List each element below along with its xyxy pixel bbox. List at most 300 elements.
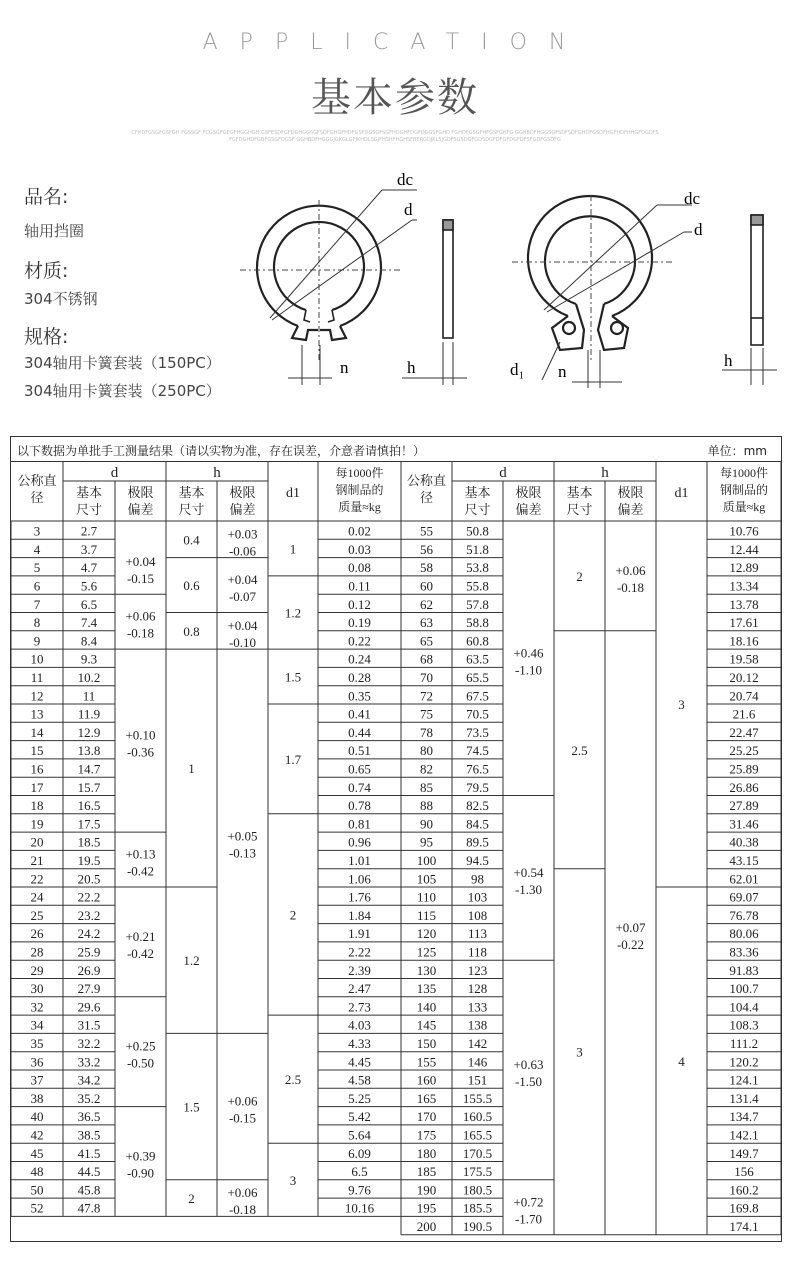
cell-d-basic: 27.9 [77,981,101,997]
header-basic: 基本 [75,485,103,500]
cell-weight: 6.5 [351,1164,368,1180]
cell-d-basic: 44.5 [77,1164,101,1180]
side-view-a [443,220,453,338]
cell-h-tolerance: -0.10 [228,634,257,650]
cell-d-basic: 170.5 [462,1145,493,1161]
cell-d-basic: 36.5 [77,1109,101,1125]
header-nominal: 径 [419,490,434,505]
cell-d-basic: 7.4 [80,615,98,631]
table-note-row [11,437,781,462]
cell-h-tolerance: -0.06 [228,543,257,559]
cell-weight: 1.06 [348,871,371,887]
cell-nominal: 135 [416,981,437,997]
header-basic: 尺寸 [75,502,103,517]
cell-d-basic: 33.2 [77,1054,101,1070]
cell-weight: 0.51 [348,743,371,759]
cell-d-tolerance: +0.04 [125,553,156,569]
cell-nominal: 170 [416,1109,437,1125]
cell-nominal: 110 [416,889,437,905]
parameter-table [10,436,782,1242]
info-spec-2: 304轴用卡簧套装（250PC） [24,382,221,400]
cell-nominal: 25 [30,907,44,923]
cell-nominal: 150 [416,1036,437,1052]
cell-d-tolerance: -0.18 [126,625,155,641]
cell-weight: 142.1 [729,1127,759,1143]
cell-nominal: 19 [30,816,44,832]
cell-weight: 1.84 [348,907,371,923]
cell-weight: 31.46 [729,816,759,832]
cell-d-basic: 60.8 [466,633,489,649]
cell-d-basic: 22.2 [77,889,101,905]
header-d1: d1 [674,486,689,501]
cell-nominal: 60 [420,578,433,594]
cell-h-basic: 2 [576,568,583,584]
cell-weight: 5.64 [348,1127,371,1143]
cell-weight: 91.83 [729,962,759,978]
cell-weight: 21.6 [732,706,756,722]
cell-h-basic: 1.2 [183,953,200,969]
header-weight: 质量≈kg [338,500,381,514]
label-h-b: h [724,351,733,370]
cell-weight: 0.19 [348,615,371,631]
cell-d-basic: 165.5 [462,1127,493,1143]
header-basic: 基本 [464,485,491,500]
cell-d-basic: 65.5 [466,670,489,686]
cell-weight: 26.86 [729,779,759,795]
cell-nominal: 75 [420,706,433,722]
cell-nominal: 28 [30,944,44,960]
cell-h-tolerance: -0.15 [228,1110,257,1126]
cell-weight: 160.2 [729,1182,759,1198]
cell-nominal: 3 [33,523,41,539]
cell-nominal: 34 [30,1017,44,1033]
cell-h-basic: 0.6 [183,578,200,594]
cell-nominal: 16 [30,761,44,777]
cell-d-basic: 35.2 [77,1090,101,1106]
cell-nominal: 20 [30,834,44,850]
cell-d-basic: 55.8 [466,578,489,594]
header-nominal: 径 [30,490,44,505]
cell-d-basic: 34.2 [77,1072,101,1088]
cell-weight: 12.44 [729,541,759,557]
cell-d-tolerance: -0.50 [126,1055,155,1071]
cell-h-tolerance: -0.07 [228,589,257,605]
header-weight: 每1000件 [719,466,769,480]
cell-d-basic: 98 [471,871,484,887]
cell-d-basic: 45.8 [77,1182,101,1198]
cell-h-tolerance: -0.18 [616,579,645,595]
cell-nominal: 18 [30,798,44,814]
cell-d-basic: 108 [467,907,488,923]
cell-nominal: 35 [30,1036,44,1052]
cell-d-basic: 19.5 [77,853,101,869]
cell-nominal: 38 [30,1090,44,1106]
cell-d-basic: 5.6 [80,578,98,594]
cell-weight: 1.91 [348,926,371,942]
header-tolerance: 偏差 [229,502,256,517]
header-weight: 质量≈kg [722,500,766,514]
cell-weight: 0.96 [348,834,371,850]
cell-d-basic: 26.9 [77,962,101,978]
table-unit: 单位：mm [707,444,767,458]
cell-d-tolerance: +0.10 [125,727,156,743]
cell-d-basic: 16.5 [77,798,101,814]
cell-weight: 43.15 [729,853,759,869]
cell-d-basic: 15.7 [77,779,101,795]
cell-nominal: 21 [30,853,44,869]
cell-d-tolerance: +0.39 [125,1148,156,1164]
cell-nominal: 7 [33,596,41,612]
cell-weight: 4.33 [348,1036,371,1052]
cell-nominal: 42 [30,1127,44,1143]
cell-nominal: 125 [416,944,437,960]
cell-weight: 2.73 [348,999,371,1015]
cell-weight: 4.45 [348,1054,371,1070]
cell-nominal: 185 [416,1164,437,1180]
cell-nominal: 4 [33,541,41,557]
cell-nominal: 36 [30,1054,44,1070]
cell-weight: 17.61 [729,615,759,631]
cell-weight: 5.42 [348,1109,371,1125]
cell-weight: 0.81 [348,816,371,832]
cell-d-basic: 12.9 [77,724,101,740]
cell-nominal: 30 [30,981,44,997]
cell-h-tolerance: +0.06 [227,1185,258,1201]
cell-d-basic: 29.6 [77,999,101,1015]
cell-nominal: 48 [30,1164,44,1180]
cell-nominal: 45 [30,1145,44,1161]
cell-d-basic: 32.2 [77,1036,101,1052]
cell-weight: 4.58 [348,1072,371,1088]
header-weight: 每1000件 [335,466,384,480]
cell-h-tolerance: +0.07 [615,919,646,935]
header-nominal: 公称直 [406,473,447,488]
cell-weight: 104.4 [729,999,759,1015]
cell-weight: 0.28 [348,670,371,686]
cell-nominal: 65 [420,633,433,649]
cell-nominal: 82 [420,761,433,777]
info-name-value: 轴用挡圈 [24,222,85,240]
cell-d-basic: 82.5 [466,798,489,814]
cell-d-basic: 155.5 [462,1090,493,1106]
label-n-b: n [558,362,567,381]
cell-weight: 120.2 [729,1054,759,1070]
cell-weight: 134.7 [729,1109,759,1125]
cell-nominal: 78 [420,724,433,740]
cell-h-tolerance: +0.05 [227,828,258,844]
cell-nominal: 9 [33,633,41,649]
cell-nominal: 6 [33,578,41,594]
cell-weight: 169.8 [729,1200,759,1216]
cell-d-basic: 20.5 [77,871,101,887]
cell-nominal: 55 [420,523,433,539]
label-d-b: d [694,220,703,239]
cell-nominal: 10 [30,651,44,667]
cell-d-tolerance: +0.25 [125,1038,156,1054]
cell-weight: 0.78 [348,798,371,814]
cell-weight: 1.01 [348,853,371,869]
cell-weight: 2.47 [348,981,371,997]
cell-d1: 2.5 [284,1072,302,1088]
cell-d-tolerance: +0.46 [513,645,544,661]
cell-nominal: 62 [420,596,433,612]
cell-nominal: 145 [416,1017,437,1033]
cell-h-tolerance: -0.18 [228,1202,257,1218]
cell-weight: 20.12 [729,670,759,686]
cell-d-tolerance: -1.30 [514,881,543,897]
cell-nominal: 95 [420,834,433,850]
cell-nominal: 195 [416,1200,437,1216]
cell-nominal: 40 [30,1109,44,1125]
cell-weight: 13.78 [729,596,759,612]
cell-weight: 40.38 [729,834,759,850]
cell-h-basic: 2 [188,1191,195,1207]
label-dc-b: dc [684,189,701,208]
cell-h-tolerance: +0.04 [227,572,258,588]
cell-d-basic: 18.5 [77,834,101,850]
cell-d-basic: 47.8 [77,1200,101,1216]
cell-nominal: 100 [416,853,437,869]
cell-nominal: 52 [30,1200,44,1216]
cell-d1: 1.5 [284,669,302,685]
cell-h-basic: 2.5 [571,742,588,758]
info-spec-1: 304轴用卡簧套装（150PC） [24,354,221,372]
cell-nominal: 26 [30,926,44,942]
cell-h-tolerance: +0.03 [227,526,258,542]
label-dc-a: dc [397,170,414,189]
cell-d-basic: 53.8 [466,560,489,576]
cell-d-basic: 25.9 [77,944,101,960]
cell-nominal: 175 [416,1127,437,1143]
cell-d-basic: 51.8 [466,541,489,557]
cell-weight: 108.3 [729,1017,759,1033]
cell-weight: 5.25 [348,1090,371,1106]
label-d1-b: d₁ [510,360,525,379]
cell-weight: 69.07 [729,889,759,905]
cell-weight: 0.22 [348,633,371,649]
header-nominal: 公称直 [17,473,57,488]
cell-nominal: 13 [30,706,44,722]
cell-h-tolerance: +0.06 [615,562,646,578]
cell-nominal: 70 [420,670,433,686]
cell-weight: 9.76 [348,1182,371,1198]
header-d1: d1 [286,486,300,501]
cell-nominal: 160 [416,1072,437,1088]
cell-d-basic: 76.5 [466,761,489,777]
header-tolerance: 极限 [515,485,542,500]
info-material-label: 材质: [24,260,69,282]
cell-d-tolerance: -0.42 [126,945,155,961]
cell-d-basic: 123 [467,962,488,978]
cell-nominal: 24 [30,889,44,905]
cell-weight: 62.01 [729,871,759,887]
cell-nominal: 56 [420,541,433,557]
cell-d-tolerance: +0.54 [513,864,544,880]
cell-d-basic: 70.5 [466,706,489,722]
cell-d1: 1 [289,541,297,557]
cell-d-tolerance: +0.63 [513,1057,544,1072]
cell-weight: 20.74 [729,688,759,704]
cell-nominal: 72 [420,688,433,704]
cell-weight: 131.4 [729,1090,759,1106]
cell-weight: 13.34 [729,578,759,594]
cell-weight: 124.1 [729,1072,759,1088]
header-tolerance: 偏差 [617,502,644,517]
cell-weight: 174.1 [729,1219,759,1235]
cell-d-basic: 50.8 [466,523,489,539]
cell-weight: 6.09 [348,1145,371,1161]
cell-d1: 2 [289,907,297,923]
cell-weight: 0.44 [348,724,371,740]
cell-d-basic: 17.5 [77,816,101,832]
header-d: d [499,465,507,481]
header-tolerance: 极限 [617,485,644,500]
cell-d1: 3 [289,1172,297,1188]
cell-d-basic: 9.3 [80,651,98,667]
cell-nominal: 11 [30,670,44,686]
cell-nominal: 115 [416,907,437,923]
cell-d-tolerance: +0.21 [125,928,156,944]
cell-d-basic: 151 [467,1072,488,1088]
cell-d-basic: 63.5 [466,651,489,667]
decorative-text: CFHDFGSGFGSFGH FGSSGF FCGSGFGEGFHGGHGH GSFESDFGFDGHGGSGFSDFGHGFHDFGSFDGSGFSGFHDGHFDGFDGGSFGHD FGHDFGSGFHFGSFGHFG GGHBDFHGGSGFSDFSDFGHDFGSDFHGFHDFHHGFDGDFSFGFDGHDFGBFGSGFDGSF GGHBDFHGGGJGKGLGFJKHDLSGJFHSHFHGHSFBERGDJKLSJGDFSGSDGFGDSDGFDFGFDGFDFSFGDFGSDFG [131,130,659,143]
cell-d-tolerance: -1.70 [514,1211,543,1227]
cell-weight: 25.89 [729,761,759,777]
cell-nominal: 68 [420,651,433,667]
cell-d-basic: 57.8 [466,596,489,612]
cell-d-basic: 89.5 [466,834,489,850]
cell-d-tolerance: +0.13 [125,846,156,862]
cell-weight: 18.16 [729,633,759,649]
cell-d-tolerance: -1.50 [514,1074,543,1089]
cell-d-basic: 41.5 [77,1145,101,1161]
cell-d1: 1.7 [284,751,302,767]
label-d-a: d [404,200,413,219]
cell-nominal: 200 [416,1219,437,1235]
cell-d-tolerance: -0.42 [126,863,155,879]
cell-weight: 22.47 [729,724,759,740]
cell-d-tolerance: +0.06 [125,608,156,624]
cell-weight: 2.22 [348,944,371,960]
cell-d-basic: 6.5 [80,596,98,612]
cell-weight: 0.74 [348,779,371,795]
cell-d-basic: 84.5 [466,816,489,832]
application-heading: APPLICATION [202,30,588,55]
ring-type-b [528,196,652,350]
page-title: 基本参数 [311,75,479,121]
cell-nominal: 155 [416,1054,437,1070]
header-basic: 基本 [566,485,593,500]
info-material-value: 304不锈钢 [24,290,98,308]
header-h: h [213,465,221,481]
header-h: h [601,465,609,481]
cell-d-basic: 10.2 [77,670,101,686]
cell-h-basic: 1 [188,761,195,777]
cell-h-tolerance: -0.13 [228,845,257,861]
cell-weight: 0.65 [348,761,371,777]
label-n-a: n [340,358,349,377]
cell-nominal: 180 [416,1145,437,1161]
cell-d-basic: 11 [82,688,96,704]
info-name-label: 品名: [24,186,69,208]
cell-h-tolerance: +0.04 [227,617,258,633]
cell-nominal: 17 [30,779,44,795]
cell-d-basic: 103 [467,889,488,905]
header-weight: 钢制品的 [335,483,384,497]
cell-nominal: 12 [30,688,44,704]
cell-d-basic: 4.7 [80,560,98,576]
header-basic: 尺寸 [464,502,491,517]
cell-d-basic: 146 [467,1054,488,1070]
cell-weight: 149.7 [729,1145,759,1161]
cell-weight: 76.78 [729,907,759,923]
cell-nominal: 80 [420,743,433,759]
cell-d-tolerance: -0.90 [126,1165,155,1181]
label-h-a: h [407,358,416,377]
cell-nominal: 90 [420,816,433,832]
cell-d-basic: 38.5 [77,1127,101,1143]
cell-d-basic: 180.5 [462,1182,493,1198]
cell-d-basic: 128 [467,981,488,997]
cell-h-basic: 1.5 [183,1099,200,1115]
cell-nominal: 63 [420,615,433,631]
cell-d-basic: 3.7 [80,541,98,557]
cell-nominal: 32 [30,999,44,1015]
cell-weight: 111.2 [729,1036,759,1052]
cell-weight: 83.36 [729,944,759,960]
cell-d-basic: 24.2 [77,926,101,942]
cell-nominal: 58 [420,560,433,576]
cell-weight: 27.89 [729,798,759,814]
cell-d-basic: 11.9 [77,706,101,722]
cell-d-basic: 190.5 [462,1219,493,1235]
cell-nominal: 130 [416,962,437,978]
cell-nominal: 37 [30,1072,44,1088]
table-note: 以下数据为单批手工测量结果（请以实物为准，存在误差，介意者请慎拍！） [17,444,426,458]
cell-d-basic: 94.5 [466,853,489,869]
cell-d-basic: 23.2 [77,907,101,923]
cell-d-basic: 73.5 [466,724,489,740]
header-tolerance: 偏差 [127,502,154,517]
cell-weight: 0.08 [348,560,371,576]
header-basic: 尺寸 [178,502,205,517]
cell-weight: 156 [734,1164,754,1180]
cell-weight: 4.03 [348,1017,371,1033]
cell-d-basic: 138 [467,1017,488,1033]
cell-d-basic: 79.5 [466,779,489,795]
cell-weight: 2.39 [348,962,371,978]
cell-nominal: 5 [33,560,41,576]
cell-h-tolerance: +0.06 [227,1093,258,1109]
cell-nominal: 88 [420,798,433,814]
cell-nominal: 22 [30,871,44,887]
cell-weight: 0.11 [348,578,371,594]
cell-d-tolerance: +0.72 [513,1194,544,1210]
cell-weight: 0.03 [348,541,371,557]
cell-d-basic: 118 [467,944,488,960]
cell-nominal: 29 [30,962,44,978]
cell-weight: 80.06 [729,926,759,942]
cell-d-basic: 13.8 [77,743,101,759]
cell-nominal: 50 [30,1182,44,1198]
cell-d-basic: 74.5 [466,743,489,759]
cell-d-basic: 133 [467,999,488,1015]
cell-weight: 10.76 [729,523,759,539]
header-tolerance: 极限 [127,485,154,500]
retaining-ring-diagram [232,170,782,395]
cell-d-tolerance: -1.10 [514,662,543,678]
cell-nominal: 14 [30,724,44,740]
